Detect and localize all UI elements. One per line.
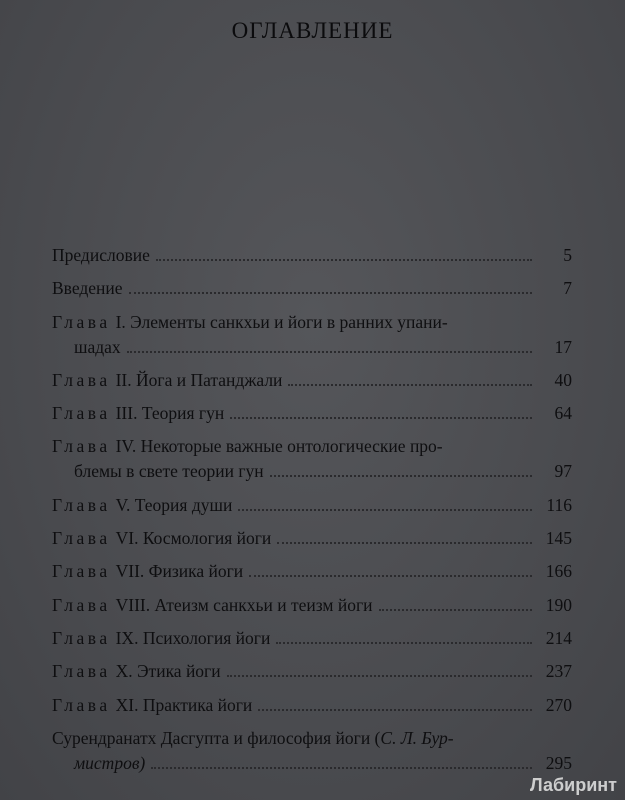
chapter-word: Глава xyxy=(52,369,111,390)
page-title: ОГЛАВЛЕНИЕ xyxy=(231,18,394,43)
toc-entry-chapter-8 xyxy=(52,590,572,615)
toc-page-number: 5 xyxy=(563,245,572,265)
toc-entry-title: VI. Космология йоги xyxy=(115,528,272,549)
toc-entry-title: VIII. Атеизм санкхьи и теизм йоги xyxy=(115,594,373,615)
toc-page-number: 237 xyxy=(545,661,572,682)
toc-page-number: 270 xyxy=(545,694,572,715)
toc-page-number: 40 xyxy=(554,369,572,390)
chapter-word: Глава xyxy=(52,627,111,648)
toc-entry-title-continued: блемы в свете теории гун xyxy=(74,461,264,482)
dot-leader xyxy=(230,417,532,419)
chapter-word: Глава xyxy=(52,528,111,549)
dot-leader xyxy=(276,642,532,644)
toc-entry-title: IV. Некоторые важные онтологические про- xyxy=(115,436,443,457)
toc-page-number: 166 xyxy=(545,561,572,582)
dot-leader xyxy=(288,384,532,386)
toc-entry-title: I. Элементы санкхьи и йоги в ранних упани- xyxy=(115,311,448,332)
toc-entry-title: X. Этика йоги xyxy=(115,661,221,682)
chapter-word: Глава xyxy=(52,311,111,332)
toc-entry-chapter-7 xyxy=(52,556,572,581)
toc-entry-chapter-9 xyxy=(52,623,572,648)
toc-entry-title: II. Йога и Патанджали xyxy=(115,369,283,390)
dot-leader xyxy=(258,709,532,711)
dot-leader xyxy=(151,767,532,769)
dot-leader xyxy=(249,575,532,577)
dot-leader xyxy=(127,351,532,353)
toc-entry-title-continued: мистров) xyxy=(74,752,146,773)
watermark-text: Лабиринт xyxy=(529,775,617,795)
toc-entry-title: IX. Психология йоги xyxy=(115,627,271,648)
dot-leader xyxy=(238,509,532,511)
dot-leader xyxy=(156,259,532,261)
toc-entry-title: Предисловие xyxy=(52,245,150,265)
chapter-word: Глава xyxy=(52,661,111,682)
toc-entry-title: III. Теория гун xyxy=(115,403,225,424)
toc-entry-chapter-3 xyxy=(52,398,572,423)
toc-entry-title: Сурендранатх Дасгупта и философия йоги ( xyxy=(52,727,381,748)
toc-page-number: 97 xyxy=(554,461,572,482)
toc-entry-chapter-6 xyxy=(52,523,572,548)
toc-entry-preface xyxy=(52,240,572,265)
dot-leader xyxy=(379,609,532,611)
toc-page-number: 214 xyxy=(545,627,572,648)
toc-entry-chapter-4 xyxy=(52,431,572,481)
toc-entry-afterword xyxy=(52,723,572,773)
dot-leader xyxy=(270,475,532,477)
toc-page-number: 190 xyxy=(545,594,572,615)
chapter-word: Глава xyxy=(52,403,111,424)
toc-entry-title: XI. Практика йоги xyxy=(115,694,253,715)
watermark xyxy=(530,775,617,796)
dot-leader xyxy=(277,542,532,544)
dot-leader xyxy=(129,292,532,294)
toc-page-number: 116 xyxy=(546,494,572,515)
toc-entry-title: Введение xyxy=(52,278,123,299)
toc-entry-chapter-2 xyxy=(52,365,572,390)
chapter-word: Глава xyxy=(52,494,111,515)
toc-entry-title-continued: шадах xyxy=(74,336,121,357)
toc-page-number: 7 xyxy=(563,278,572,299)
toc-entry-introduction xyxy=(52,273,572,298)
toc-page-number: 17 xyxy=(554,336,572,357)
toc-page-number: 295 xyxy=(545,752,572,773)
chapter-word: Глава xyxy=(52,436,111,457)
chapter-word: Глава xyxy=(52,594,111,615)
chapter-word: Глава xyxy=(52,561,111,582)
toc-entry-title: V. Теория души xyxy=(115,494,233,515)
chapter-word: Глава xyxy=(52,694,111,715)
toc-entry-chapter-5 xyxy=(52,490,572,515)
toc-page-number: 64 xyxy=(554,403,572,424)
toc-page-number: 145 xyxy=(545,528,572,549)
toc-entry-title: VII. Физика йоги xyxy=(115,561,244,582)
table-of-contents xyxy=(52,240,572,773)
toc-entry-chapter-10 xyxy=(52,656,572,681)
dot-leader xyxy=(227,675,532,677)
toc-entry-author: С. Л. Бур- xyxy=(380,727,454,748)
toc-entry-chapter-11 xyxy=(52,690,572,715)
toc-entry-chapter-1 xyxy=(52,307,572,357)
